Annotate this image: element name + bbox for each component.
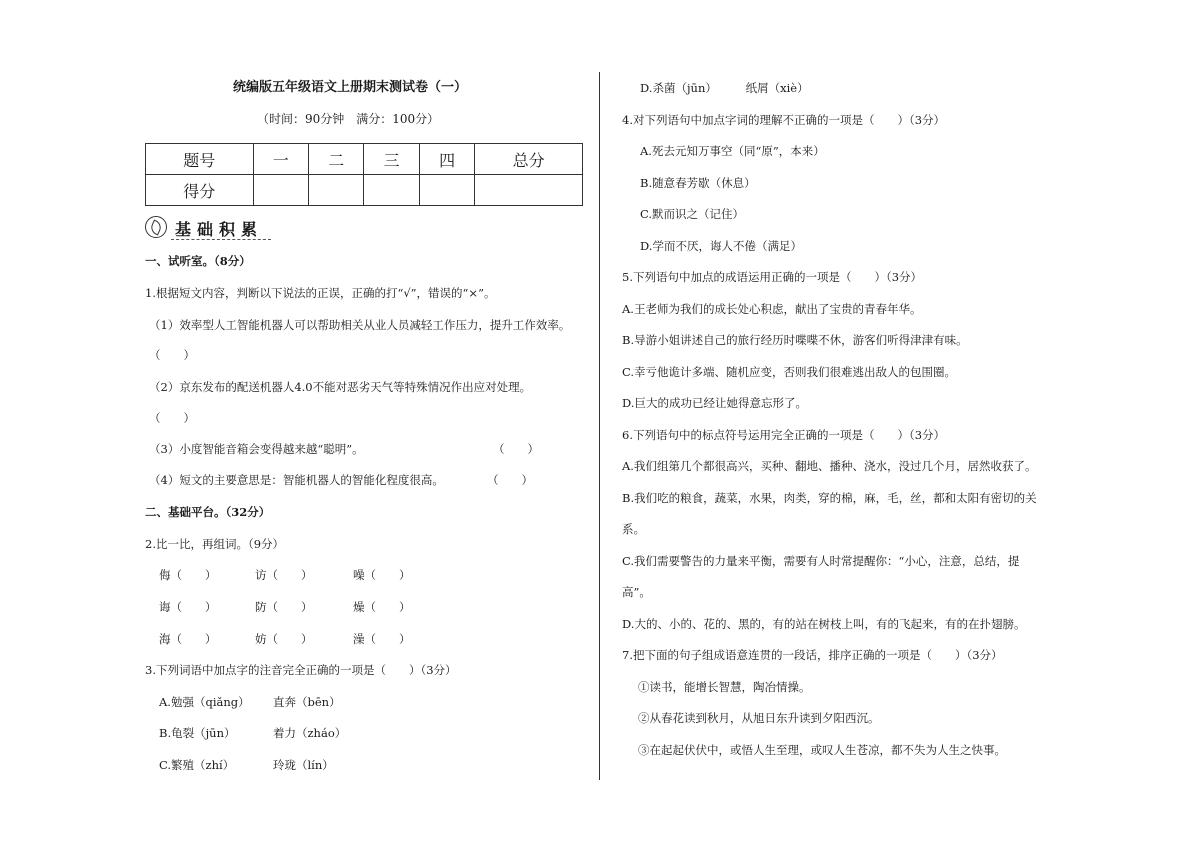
right-column	[622, 0, 1072, 849]
option-c-continued: 高”。	[622, 585, 651, 599]
question-text: 1.根据短文内容，判断以下说法的正误，正确的打“√”，错误的“×”。	[145, 286, 496, 300]
exam-subtitle: （时间：90分钟 满分：100分）	[257, 112, 440, 126]
compare-item[interactable]: 侮（ ）	[159, 568, 217, 582]
option-a[interactable]: A.死去元知万事空（同“原”，本来）	[640, 144, 825, 158]
score-header-cell: 四	[419, 144, 474, 175]
option-c[interactable]: C.我们需要警告的力量来平衡，需要有人时常提醒你：“小心，注意，总结，提	[622, 554, 1020, 568]
question-text: 5.下列语句中加点的成语运用正确的一项是（ ）（3分）	[622, 270, 923, 284]
question-text: （2）京东发布的配送机器人4.0不能对恶劣天气等特殊情况作出应对处理。	[149, 380, 532, 394]
exam-title: 统编版五年级语文上册期末测试卷（一）	[233, 80, 468, 95]
option-a[interactable]: A.王老师为我们的成长处心积虑，献出了宝贵的青春年华。	[622, 302, 922, 316]
banner-underline	[171, 239, 271, 240]
section-banner	[145, 214, 275, 242]
section-heading: 二、基础平台。（32分）	[145, 505, 271, 519]
option-b[interactable]: B.随意春芳歇（休息）	[640, 176, 756, 190]
score-cell[interactable]	[419, 175, 474, 206]
answer-blank[interactable]: （ ）	[493, 442, 539, 456]
option-b-continued: 系。	[622, 522, 645, 536]
score-header-cell: 题号	[146, 144, 254, 175]
score-cell[interactable]	[253, 175, 308, 206]
option-b-second-word: 着力（zháo）	[273, 726, 347, 740]
leaf-icon	[145, 216, 167, 238]
compare-item[interactable]: 噪（ ）	[353, 568, 411, 582]
compare-item[interactable]: 澡（ ）	[353, 632, 411, 646]
option-c[interactable]: C.繁殖（zhí）	[159, 758, 235, 772]
compare-item[interactable]: 妨（ ）	[255, 632, 313, 646]
option-a[interactable]: A.我们组第几个都很高兴，买种、翻地、播种、浇水，没过几个月，居然收获了。	[622, 459, 1037, 473]
banner-title: 基础积累	[175, 220, 264, 239]
option-d[interactable]: D.学而不厌，诲人不倦（满足）	[640, 239, 802, 253]
score-cell[interactable]	[364, 175, 419, 206]
section-heading: 一、试听室。（8分）	[145, 254, 251, 268]
answer-blank[interactable]: （ ）	[149, 348, 195, 362]
option-d[interactable]: D.杀菌（jūn） 纸屑（xiè）	[640, 81, 809, 95]
compare-item[interactable]: 防（ ）	[255, 600, 313, 614]
option-c[interactable]: C.幸亏他诡计多端、随机应变，否则我们很难逃出敌人的包围圈。	[622, 365, 957, 379]
left-column	[145, 0, 585, 849]
score-table	[145, 143, 583, 206]
option-b[interactable]: B.导游小姐讲述自己的旅行经历时喋喋不休，游客们听得津津有味。	[622, 333, 968, 347]
score-header-cell: 一	[253, 144, 308, 175]
question-text: （4）短文的主要意思是：智能机器人的智能化程度很高。	[149, 473, 444, 487]
score-cell[interactable]	[475, 175, 583, 206]
question-text: （1）效率型人工智能机器人可以帮助相关从业人员减轻工作压力，提升工作效率。	[149, 318, 571, 332]
question-text: 4.对下列语句中加点字词的理解不正确的一项是（ ）（3分）	[622, 113, 946, 127]
answer-blank[interactable]: （ ）	[149, 411, 195, 425]
score-row-label: 得分	[146, 175, 254, 206]
option-b[interactable]: B.我们吃的粮食，蔬菜，水果，肉类，穿的棉，麻，毛，丝，都和太阳有密切的关	[622, 491, 1037, 505]
question-text: 7.把下面的句子组成语意连贯的一段话，排序正确的一项是（ ）（3分）	[622, 648, 1003, 662]
option-c[interactable]: C.默而识之（记住）	[640, 207, 745, 221]
option-c-second-word: 玲珑（lín）	[273, 758, 334, 772]
score-header-cell: 三	[364, 144, 419, 175]
option-a-second-word: 直奔（bēn）	[273, 695, 341, 709]
compare-item[interactable]: 燥（ ）	[353, 600, 411, 614]
question-text: 2.比一比，再组词。（9分）	[145, 537, 285, 551]
score-table-score-row	[146, 175, 583, 206]
sentence-item: ①读书，能增长智慧，陶冶情操。	[638, 680, 811, 694]
score-header-cell: 二	[309, 144, 364, 175]
score-header-cell: 总分	[475, 144, 583, 175]
sentence-item: ②从春花读到秋月，从旭日东升读到夕阳西沉。	[638, 711, 880, 725]
answer-blank[interactable]: （ ）	[487, 473, 533, 487]
compare-item[interactable]: 海（ ）	[159, 632, 217, 646]
option-d[interactable]: D.巨大的成功已经让她得意忘形了。	[622, 396, 807, 410]
option-b[interactable]: B.龟裂（jūn）	[159, 726, 236, 740]
option-d[interactable]: D.大的、小的、花的、黑的，有的站在树枝上叫，有的飞起来，有的在扑翅膀。	[622, 617, 1026, 631]
option-a[interactable]: A.勉强（qiǎng）	[159, 695, 250, 709]
question-text: 6.下列语句中的标点符号运用完全正确的一项是（ ）（3分）	[622, 428, 946, 442]
question-text: 3.下列词语中加点字的注音完全正确的一项是（ ）（3分）	[145, 663, 457, 677]
score-cell[interactable]	[309, 175, 364, 206]
question-text: （3）小度智能音箱会变得越来越“聪明”。	[149, 442, 364, 456]
score-table-header-row	[146, 144, 583, 175]
sentence-item: ③在起起伏伏中，或悟人生至理，或叹人生苍凉，都不失为人生之快事。	[638, 743, 1006, 757]
column-divider	[599, 72, 600, 780]
compare-item[interactable]: 访（ ）	[255, 568, 313, 582]
compare-item[interactable]: 诲（ ）	[159, 600, 217, 614]
